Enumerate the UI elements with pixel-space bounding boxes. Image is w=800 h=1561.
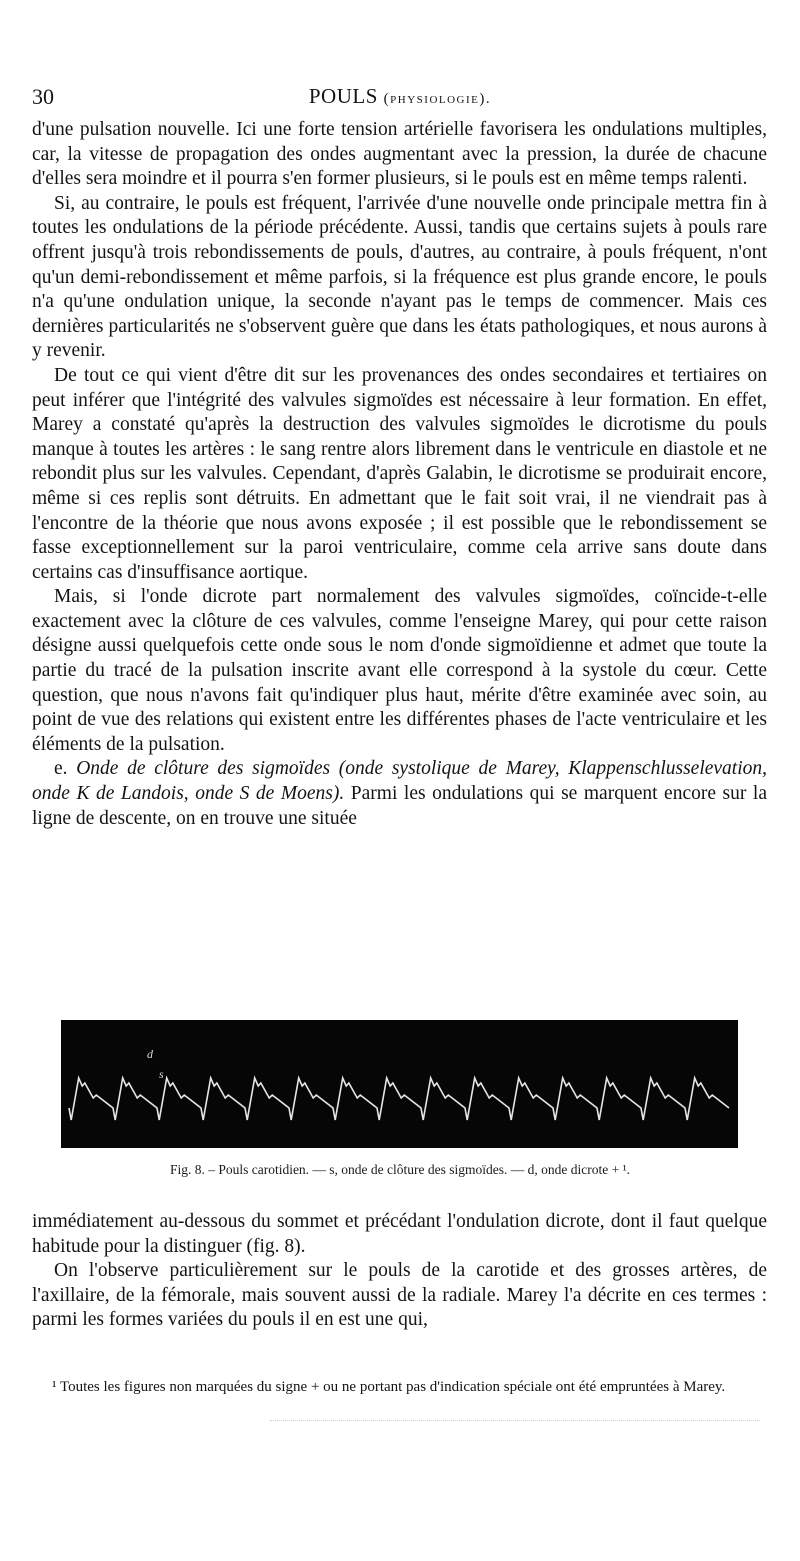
section-letter: e.	[54, 758, 68, 780]
paragraph-continued: immédiatement au-dessous du sommet et précédant l'ondulation dicrote, dont il faut quelque habitude pour la distinguer (fig. 8).	[32, 1211, 767, 1257]
pulse-tracing-image	[61, 1020, 738, 1148]
paragraph: De tout ce qui vient d'être dit sur les provenances des ondes secondaires et tertiaires on peut inférer que l'intégrité des valvules sigmoïdes est nécessaire à leur formation. En effet, Marey a constaté qu'après la destruction des valvules sigmoïdes le dicrotisme du pouls manque à toutes les artères : le sang rentre alors librement dans le ventricule en diastole et ne rebondit plus sur les valvules. Cependant, d'après Galabin, le dicrotisme se produirait encore, même si ces replis sont détruits. En admettant que le fait soit vrai, il ne viendrait pas à l'encontre de la théorie que nous avons exposée ; il est possible que le rebondissement se fasse exceptionnellement sur la paroi ventriculaire, comme cela arrive sans doute dans certains cas d'insuffisance aortique.	[32, 364, 767, 583]
body-text	[32, 118, 767, 831]
page-header	[32, 84, 768, 114]
paragraph-continued: d'une pulsation nouvelle. Ici une forte tension artérielle favorisera les ondulations multiples, car, la vitesse de propagation des ondes augmentant avec la pression, la durée de chacune d'elles sera moindre et il pourra s'en former plusieurs, si le pouls est en même temps ralenti.	[32, 119, 767, 190]
running-title-main: POULS	[308, 84, 378, 108]
section-heading: Onde de clôture des sigmoïdes (onde systolique de Marey, Klappenschlusselevation, onde K de Landois, onde S de Moens).	[32, 758, 768, 805]
running-title-sub: (physiologie).	[383, 91, 492, 107]
paragraph: Si, au contraire, le pouls est fréquent, l'arrivée d'une nouvelle onde principale mettra fin à toutes les ondulations de la période précédente. Aussi, tandis que certains sujets à pouls rare offrent jusqu'à trois rebondissements de pouls, d'autres, au contraire, à pouls fréquent, n'ont qu'un demi-rebondissement et même parfois, si la fréquence est plus grande encore, le pouls n'a qu'une ondulation unique, la seconde n'ayant pas le temps de commencer. Mais ces dernières particularités ne s'observent guère que dans les états pathologiques, et nous aurons à y revenir.	[32, 192, 767, 362]
paragraph: Mais, si l'onde dicrote part normalement des valvules sigmoïdes, coïncide-t-elle exactement avec la clôture de ces valvules, comme l'enseigne Marey, qui pour cette raison désigne aussi quelquefois cette onde sous le nom d'onde sigmoïdienne et admet que toute la partie du tracé de la pulsation inscrite avant elle correspond à la systole du cœur. Cette question, que nous n'avons fait qu'indiquer plus haut, mérite d'être examinée avec soin, au point de vue des relations qui existent entre les différentes phases de l'acte ventriculaire et les éléments de la pulsation.	[32, 586, 767, 755]
running-title	[32, 84, 768, 109]
figure-label-d: d	[147, 1047, 153, 1061]
section-text: Parmi les ondulations qui se marquent encore sur la ligne de descente, on en trouve une située	[32, 783, 767, 829]
page-number: 30	[32, 84, 54, 109]
pulse-tracing-figure	[61, 1020, 738, 1148]
section-e-paragraph	[32, 757, 767, 831]
figure-label-s: s	[159, 1067, 164, 1081]
figure-caption: Fig. 8. – Pouls carotidien. — s, onde de clôture des sigmoïdes. — d, onde dicrote + ¹.	[169, 1162, 631, 1177]
footnote: ¹ Toutes les figures non marquées du signe + ou ne portant pas d'indication spéciale ont été empruntées à Marey.	[52, 1379, 726, 1395]
paragraph: On l'observe particulièrement sur le pouls de la carotide et des grosses artères, de l'axillaire, de la fémorale, mais souvent aussi de la radiale. Marey l'a décrite en ces termes : parmi les formes variées du pouls il en est une qui,	[32, 1260, 767, 1331]
footnote-rule	[270, 1420, 760, 1421]
continuation-text	[32, 1210, 767, 1333]
pulse-tracing-line	[69, 1078, 729, 1120]
